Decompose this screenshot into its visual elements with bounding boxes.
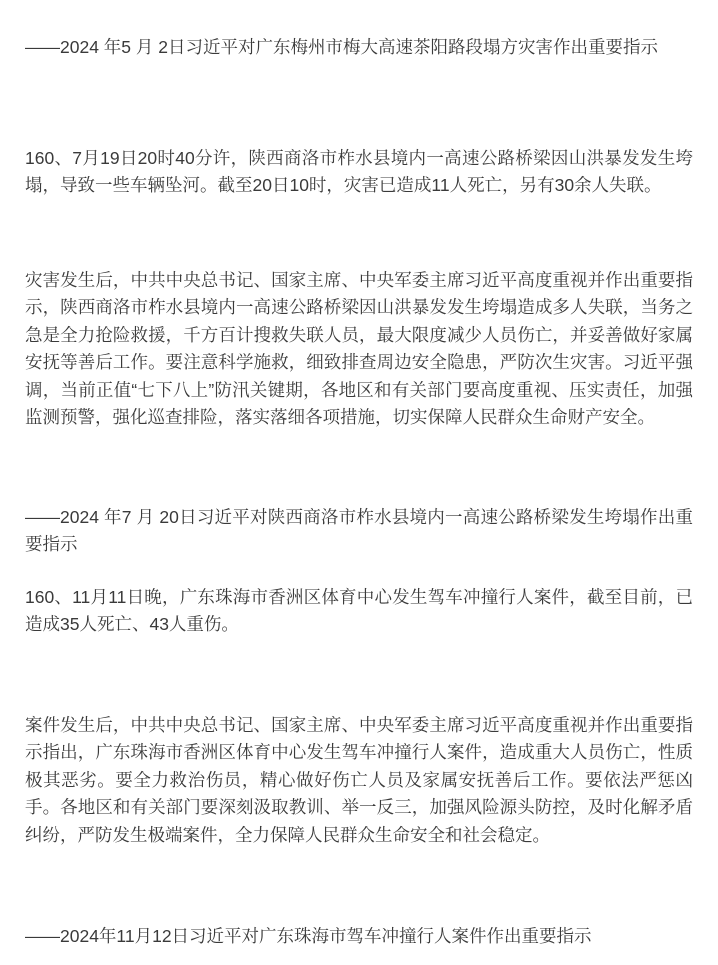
attribution-meizhou-landslide: ——2024 年5 月 2日习近平对广东梅州市梅大高速茶阳路段塌方灾害作出重要指示 (25, 37, 658, 57)
news-item-zhashui-bridge-collapse: 160、7月19日20时40分许，陕西商洛市柞水县境内一高速公路桥梁因山洪暴发发生垮塌，导致一些车辆坠河。截至20日10时，灾害已造成11人死亡，另有30余人失联。 (25, 147, 693, 195)
commentary-zhuhai-attack-directive: 案件发生后，中共中央总书记、国家主席、中央军委主席习近平高度重视并作出重要指示指出，广东珠海市香洲区体育中心发生驾车冲撞行人案件，造成重大人员伤亡，性质极其恶劣。要全力救治伤员，精心做好伤亡人员及家属安抚善后工作。要依法严惩凶手。各地区和有关部门要深刻汲取教训、举一反三，加强风险源头防控，及时化解矛盾纠纷，严防发生极端案件，全力保障人民群众生命安全和社会稳定。 (25, 714, 693, 845)
attribution-zhuhai-attack: ——2024年11月12日习近平对广东珠海市驾车冲撞行人案件作出重要指示 (25, 926, 592, 946)
commentary-bridge-collapse-directive: 灾害发生后，中共中央总书记、国家主席、中央军委主席习近平高度重视并作出重要指示，陕西商洛市柞水县境内一高速公路桥梁因山洪暴发发生垮塌造成多人失联，当务之急是全力抢险救援，千方百计搜救失联人员，最大限度减少人员伤亡，并妥善做好家属安抚等善后工作。要注意科学施救，细致排查周边安全隐患，严防次生灾害。习近平强调，当前正值“七下八上”防汛关键期，各地区和有关部门要高度重视、压实责任，加强监测预警，强化巡查排险，落实落细各项措施，切实保障人民群众生命财产安全。 (25, 269, 693, 427)
news-item-zhuhai-vehicle-attack: 160、11月11日晚，广东珠海市香洲区体育中心发生驾车冲撞行人案件，截至目前，已造成35人死亡、43人重伤。 (25, 586, 693, 634)
attribution-zhashui-bridge: ——2024 年7 月 20日习近平对陕西商洛市柞水县境内一高速公路桥梁发生垮塌作出重要指示 (25, 506, 693, 554)
